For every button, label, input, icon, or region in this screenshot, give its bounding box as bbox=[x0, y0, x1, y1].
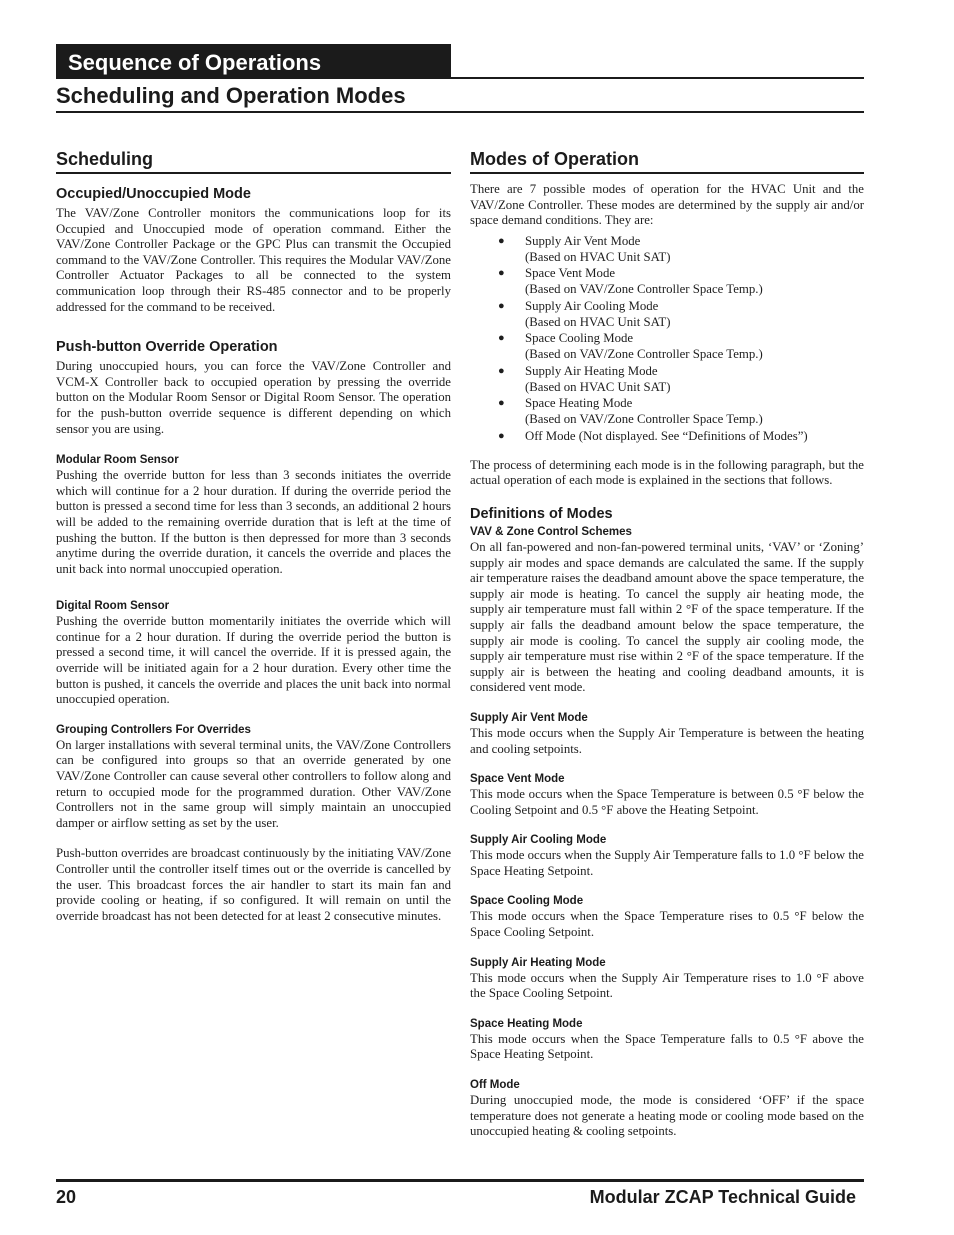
section-header-bar: Sequence of Operations bbox=[56, 44, 451, 78]
definition-text: This mode occurs when the Space Temperature is between 0.5 °F below the Cooling Setpoint and 0.5 °F above the Heating Setpoint. bbox=[470, 787, 864, 817]
modular-room-sensor-title: Modular Room Sensor bbox=[56, 454, 179, 467]
bullet-icon: ● bbox=[498, 299, 505, 312]
list-item: ● Supply Air Cooling Mode (Based on HVAC Unit SAT) bbox=[498, 298, 671, 329]
modes-heading: Modes of Operation bbox=[470, 148, 864, 174]
pushbutton-override-title: Push-button Override Operation bbox=[56, 339, 278, 356]
occupied-mode-text: The VAV/Zone Controller monitors the communications loop for its Occupied and Unoccupied mode of operation command. Either the VAV/Zone Controller Package or the GPC Plus can transmit the Occupied command to the VAV/Zone Controller. This requires the Modular VAV/Zone Controller Actuator Packages to all be connected to the system communication loop through their RS-485 connector and to be properly addressed for the command to be received. bbox=[56, 206, 451, 314]
definition-title: Space Cooling Mode bbox=[470, 895, 584, 908]
definition-text: This mode occurs when the Space Temperature rises to 0.5 °F below the Space Cooling Setpoint. bbox=[470, 909, 864, 940]
definition-text: During unoccupied mode, the mode is considered ‘OFF’ if the space temperature does not generate a heating mode or cooling mode based on the unoccupied heating & cooling setpoints. bbox=[470, 1093, 864, 1139]
control-schemes-text: On all fan-powered and non-fan-powered terminal units, ‘VAV’ or ‘Zoning’ supply air modes and space demands are calculated the same. If the supply air temperature raises the deadband amount above the space temperature, the supply air mode is heating. To cancel the supply air heating mode, the supply air temperature must fall within 2 °F of the space temperature. If the supply air falls the deadband amount below the space temperature, the supply air mode is cooling. To cancel the supply air cooling mode, the supply air temperature must rise within 2 °F of the space temperature. If the supply air is between the heating and cooling deadband amounts, it is considered vent mode. bbox=[470, 539, 864, 695]
definition-title: Space Vent Mode bbox=[470, 773, 565, 786]
list-item: ● Space Cooling Mode (Based on VAV/Zone Controller Space Temp.) bbox=[498, 331, 763, 362]
left-column bbox=[56, 148, 451, 924]
bullet-icon: ● bbox=[498, 332, 505, 345]
list-item: ● Off Mode (Not displayed. See “Definitions of Modes”) bbox=[498, 428, 808, 443]
bullet-icon: ● bbox=[498, 267, 505, 280]
definition-text: This mode occurs when the Space Temperature falls to 0.5 °F above the Space Heating Setpoint. bbox=[470, 1031, 864, 1062]
definition-text: This mode occurs when the Supply Air Temperature rises to 1.0 °F above the Space Cooling Setpoint. bbox=[470, 970, 864, 1001]
list-item: ● Supply Air Heating Mode (Based on HVAC Unit SAT) bbox=[498, 363, 671, 394]
definition-title: Supply Air Cooling Mode bbox=[470, 834, 607, 847]
digital-room-sensor-title: Digital Room Sensor bbox=[56, 600, 170, 613]
page-number: 20 bbox=[56, 1187, 77, 1207]
modes-intro: There are 7 possible modes of operation for the HVAC Unit and the VAV/Zone Controller. These modes are determined by the supply air and/or space demand conditions. They are: bbox=[470, 182, 864, 228]
pushbutton-override-text: During unoccupied hours, you can force the VAV/Zone Controller and VCM-X Controller back to occupied operation by pressing the override button on the Modular Room Sensor or Digital Room Sensor. The operation for the push-button override sequence is different depending on which sensor you are using. bbox=[56, 359, 451, 436]
digital-room-sensor-text: Pushing the override button momentarily initiates the override which will continue for a 2 hour duration. If during the override period the button is pressed a second time, it will cancel the override. If it is pressed again, the override will be initiated again for a 2 hour duration. Every other time the button is pushed, it cancels the override and places the unit back into normal unoccupied operation. bbox=[56, 614, 451, 707]
bullet-icon: ● bbox=[498, 364, 505, 377]
control-schemes-title: VAV & Zone Control Schemes bbox=[470, 525, 632, 538]
definition-text: This mode occurs when the Supply Air Temperature is between the heating and cooling setpoints. bbox=[470, 725, 864, 756]
list-item: ● Supply Air Vent Mode (Based on HVAC Unit SAT) bbox=[498, 233, 671, 264]
definition-title: Supply Air Heating Mode bbox=[470, 956, 606, 969]
broadcast-text: Push-button overrides are broadcast continuously by the initiating VAV/Zone Controller until the controller itself times out or the override is cancelled by the user. This broadcast forces the air handler to start its main fan and provide cooling or heating, if so configured. It will remain on until the override broadcast has not been detected for at least 2 consecutive minutes. bbox=[56, 846, 451, 923]
definition-title: Space Heating Mode bbox=[470, 1017, 583, 1030]
grouping-controllers-title: Grouping Controllers For Overrides bbox=[56, 723, 251, 736]
definition-text: This mode occurs when the Supply Air Temperature falls to 1.0 °F below the Space Heating Setpoint. bbox=[470, 848, 864, 878]
occupied-mode-title: Occupied/Unoccupied Mode bbox=[56, 186, 251, 202]
bullet-icon: ● bbox=[498, 397, 505, 410]
definitions-title: Definitions of Modes bbox=[470, 505, 613, 522]
title-rule bbox=[56, 111, 864, 113]
page-title: Scheduling and Operation Modes bbox=[56, 83, 406, 108]
right-column bbox=[470, 148, 864, 1140]
guide-title: Modular ZCAP Technical Guide bbox=[589, 1187, 856, 1207]
list-item: ● Space Heating Mode (Based on VAV/Zone Controller Space Temp.) bbox=[498, 396, 763, 427]
header-rule bbox=[56, 77, 864, 79]
grouping-controllers-text: On larger installations with several terminal units, the VAV/Zone Controllers can be configured into groups so that an override generated by one VAV/Zone Controller can cause several other controllers to follow along and return to occupied mode for the programmed duration. Other VAV/Zone Controllers not in the same group will simply maintain an unoccupied damper or airflow setting as set by the user. bbox=[56, 737, 451, 830]
modular-room-sensor-text: Pushing the override button for less than 3 seconds initiates the override which will continue for a 2 hour duration. If during the override period the button is pressed a second time for less than 3 seconds, an additional 2 hours will be added to the remaining override duration that is left at the time of pushing the button. If the button is then depressed for more than 3 seconds anytime during the override duration, it cancels the override and places the unit back into normal unoccupied operation. bbox=[56, 468, 451, 576]
scheduling-heading: Scheduling bbox=[56, 148, 451, 174]
footer-rule bbox=[56, 1179, 864, 1182]
bullet-icon: ● bbox=[498, 234, 505, 247]
definition-title: Off Mode bbox=[470, 1079, 520, 1092]
modes-list bbox=[470, 233, 864, 444]
definition-title: Supply Air Vent Mode bbox=[470, 711, 588, 724]
list-item: ● Space Vent Mode (Based on VAV/Zone Controller Space Temp.) bbox=[498, 266, 763, 297]
bullet-icon: ● bbox=[498, 429, 505, 442]
process-text: The process of determining each mode is in the following paragraph, but the actual operation of each mode is explained in the sections that follows. bbox=[470, 457, 864, 488]
